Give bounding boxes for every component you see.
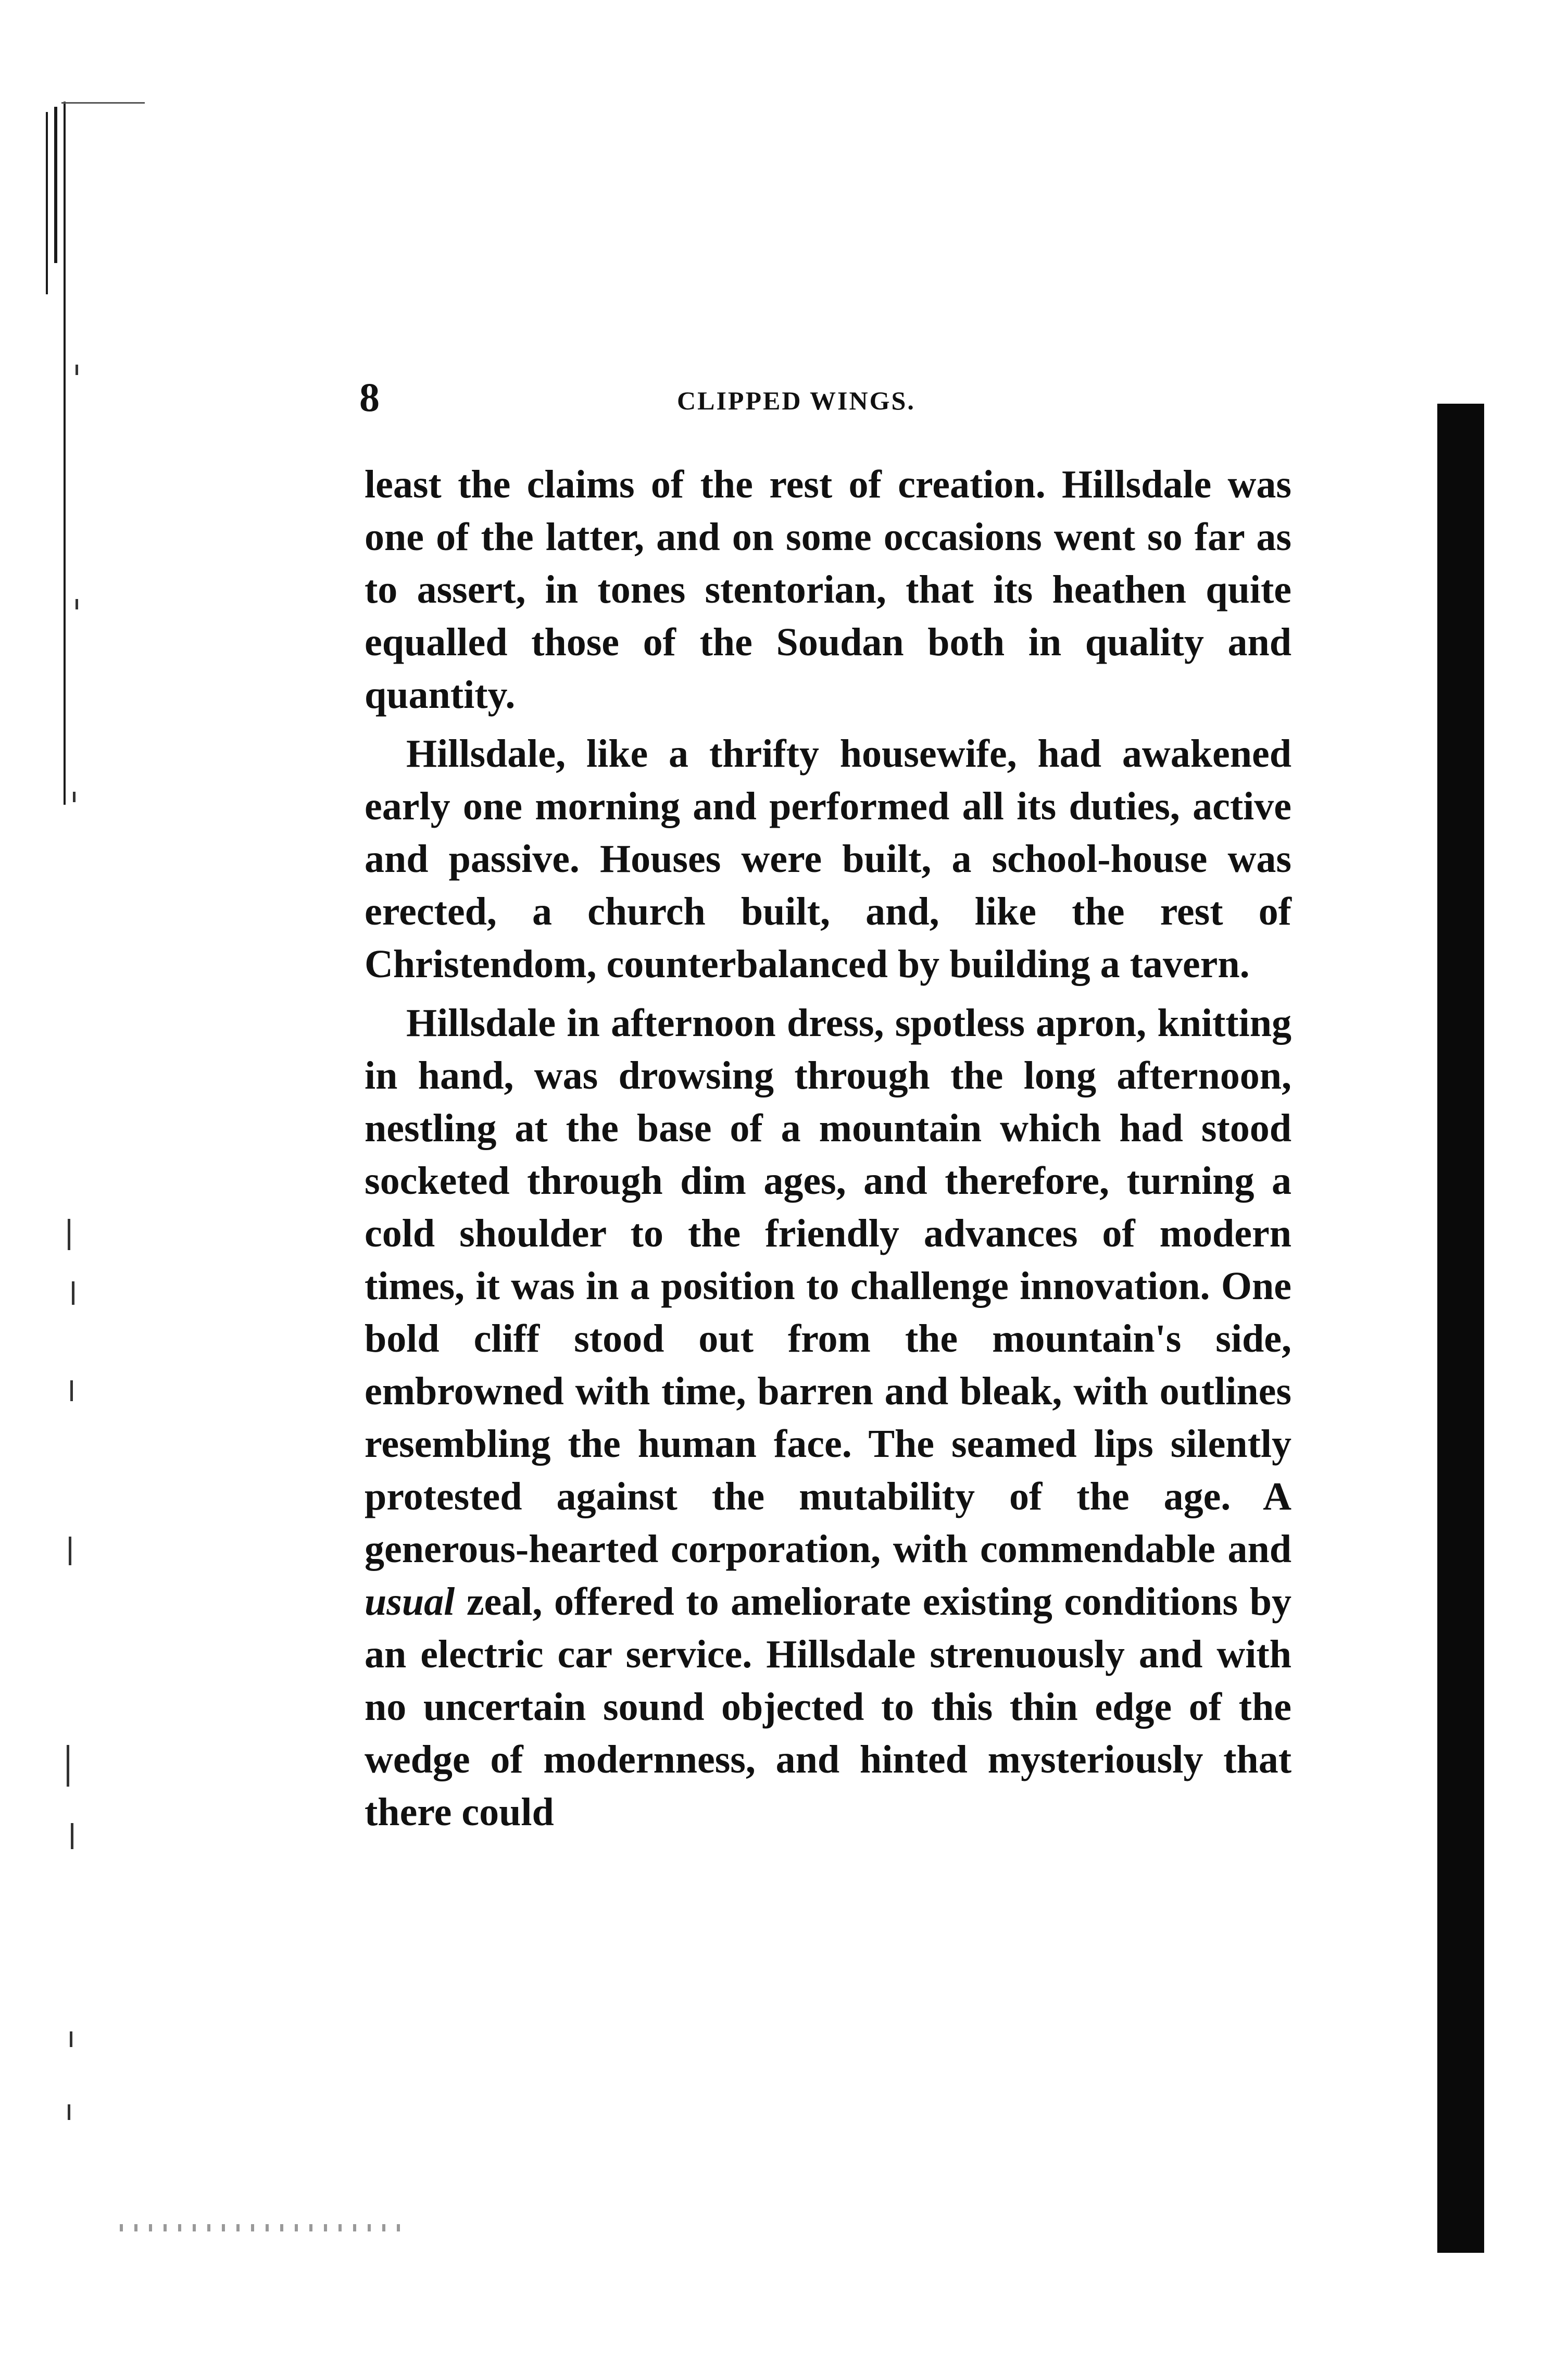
page-edge-shadow — [1437, 404, 1484, 2253]
scan-speck — [70, 2031, 72, 2047]
scan-speck — [69, 1537, 71, 1565]
page-number: 8 — [359, 375, 380, 420]
bottom-smudge — [120, 2224, 411, 2231]
binding-shadow-line — [54, 107, 57, 263]
paragraph-text: Hillsdale in afternoon dress, spotless apron, knitting in hand, was drowsing through the long afternoon, nestling at the base of a mountain which had stood socketed through dim ages, and therefore, turning a cold shoulder to the friendly advances of modern times, it was in a position to challenge innovation. One bold cliff stood out from the mountain's side, embrowned with time, barren and bleak, with outlines resembling the human face. The seamed lips silently protested against the mutability of the age. A generous-hearted corporation, with commendable and — [365, 1001, 1291, 1571]
scan-speck — [70, 1380, 73, 1401]
paragraph-text: zeal, offered to ameliorate existing conditions by an electric car service. Hillsdale strenuously and with no uncertain sound objected to this thin edge of the wedge of modernness, and hinted mysteriously that there could — [365, 1580, 1291, 1834]
scan-speck — [71, 1823, 73, 1849]
paragraph — [365, 997, 1291, 1839]
paragraph: least the claims of the rest of creation. Hillsdale was one of the latter, and on some occasions went so far as to assert, in tones stentorian, that its heathen quite equalled those of the Soudan both in quality and quantity. — [365, 463, 1291, 717]
scan-speck — [68, 2104, 70, 2120]
scan-speck — [68, 1219, 70, 1250]
scan-speck — [67, 1745, 69, 1787]
paragraph: Hillsdale, like a thrifty housewife, had awakened early one morning and performed all its duties, active and passive. Houses were built, a school-house was erected, a church built, and, like the rest of Christendom, counterbalanced by building a tavern. — [365, 732, 1291, 986]
italic-word: usual — [365, 1580, 455, 1624]
scan-speck — [76, 599, 78, 609]
scan-speck — [76, 365, 78, 375]
scan-speck — [72, 1281, 74, 1305]
scan-speck — [73, 792, 76, 802]
running-title: CLIPPED WINGS. — [677, 386, 915, 415]
binding-shadow-line — [64, 102, 66, 805]
binding-shadow-line — [61, 102, 145, 104]
binding-shadow-line — [46, 112, 48, 294]
body-text — [365, 458, 1291, 1845]
